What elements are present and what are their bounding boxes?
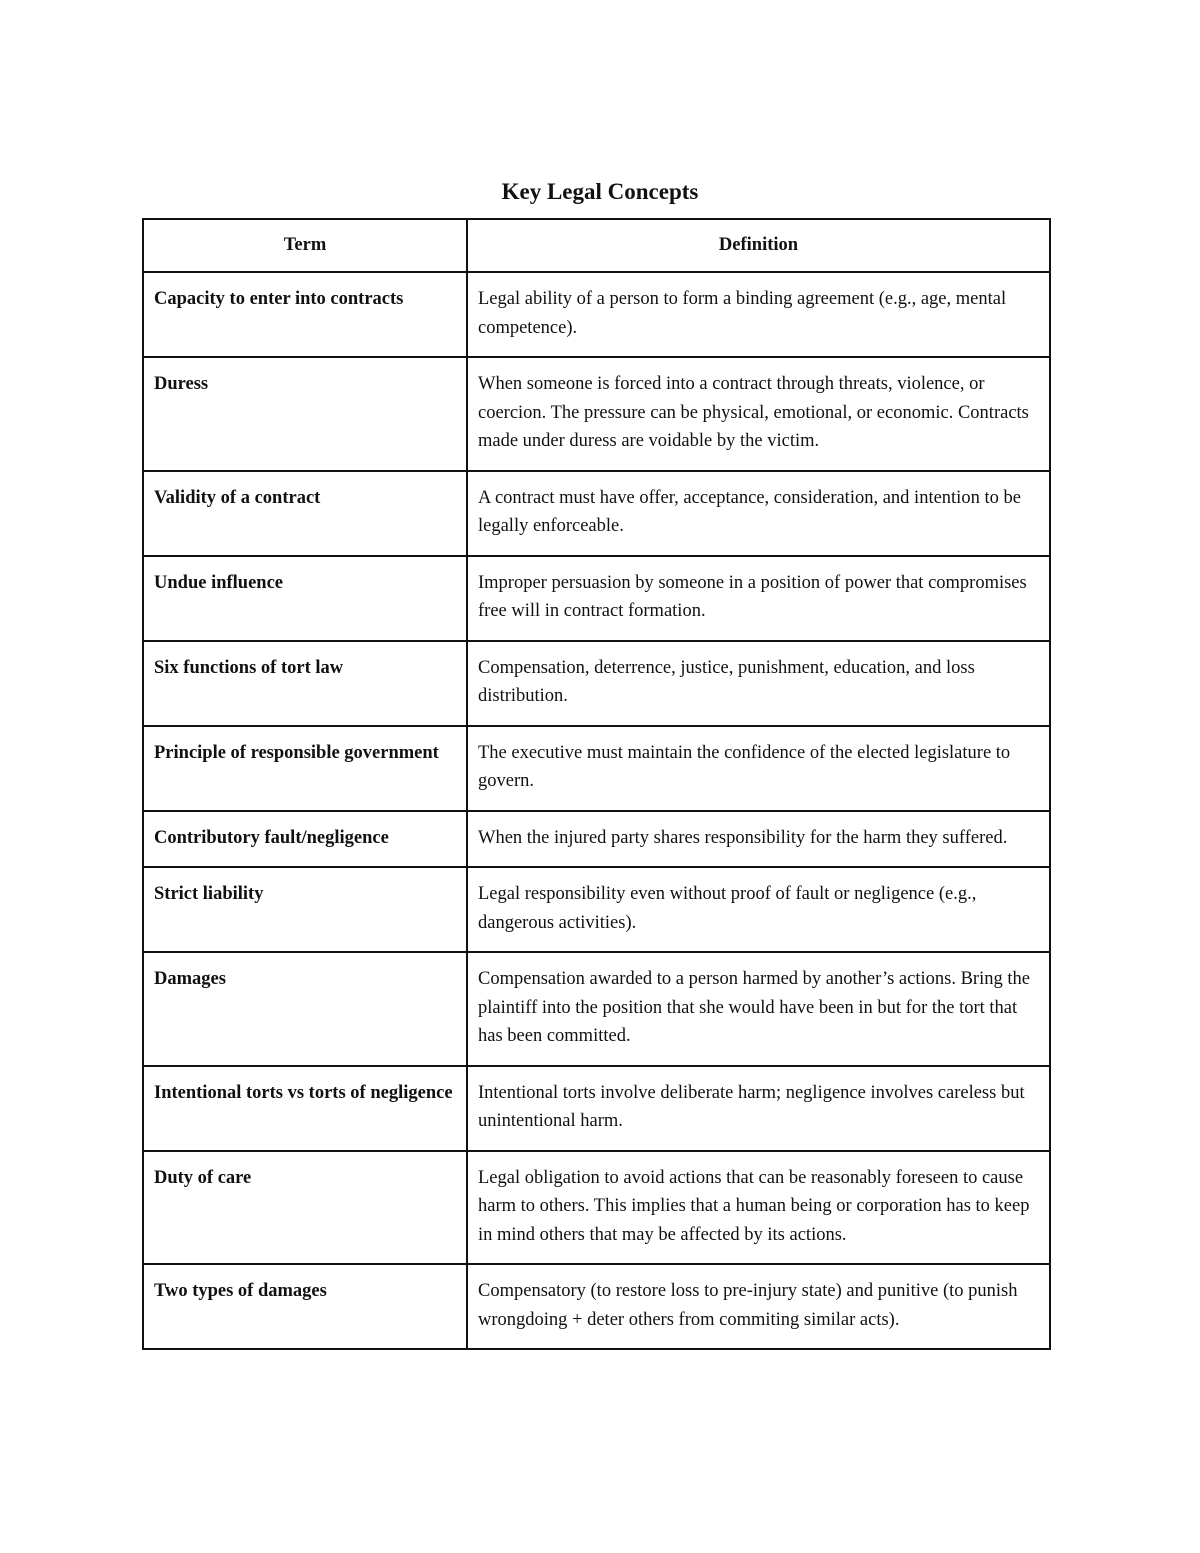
term-cell: Six functions of tort law — [143, 641, 467, 726]
table-row — [143, 726, 1050, 811]
term-cell: Two types of damages — [143, 1264, 467, 1349]
table-header-row — [143, 219, 1050, 272]
concepts-table — [142, 218, 1051, 1350]
term-cell: Capacity to enter into contracts — [143, 272, 467, 357]
definition-cell: Compensatory (to restore loss to pre-injury state) and punitive (to punish wrongdoing + deter others from commiting similar acts). — [467, 1264, 1050, 1349]
table-row — [143, 641, 1050, 726]
table-row — [143, 357, 1050, 471]
page-title: Key Legal Concepts — [501, 179, 699, 204]
definition-cell: Legal responsibility even without proof of fault or negligence (e.g., dangerous activities). — [467, 867, 1050, 952]
definition-cell: Improper persuasion by someone in a position of power that compromises free will in contract formation. — [467, 556, 1050, 641]
term-cell: Duty of care — [143, 1151, 467, 1265]
definition-cell: Compensation awarded to a person harmed by another’s actions. Bring the plaintiff into the position that she would have been in but for the tort that has been committed. — [467, 952, 1050, 1066]
definition-cell: The executive must maintain the confidence of the elected legislature to govern. — [467, 726, 1050, 811]
table-body — [143, 272, 1050, 1349]
definition-cell: Intentional torts involve deliberate harm; negligence involves careless but unintentional harm. — [467, 1066, 1050, 1151]
term-cell: Validity of a contract — [143, 471, 467, 556]
definition-cell: A contract must have offer, acceptance, consideration, and intention to be legally enforceable. — [467, 471, 1050, 556]
table-row — [143, 811, 1050, 868]
term-cell: Undue influence — [143, 556, 467, 641]
table-row — [143, 1066, 1050, 1151]
term-cell: Contributory fault/negligence — [143, 811, 467, 868]
column-header-definition: Definition — [467, 219, 1050, 272]
definition-cell: Legal ability of a person to form a binding agreement (e.g., age, mental competence). — [467, 272, 1050, 357]
term-cell: Principle of responsible government — [143, 726, 467, 811]
definition-cell: Compensation, deterrence, justice, punishment, education, and loss distribution. — [467, 641, 1050, 726]
table-row — [143, 556, 1050, 641]
definition-cell: When someone is forced into a contract through threats, violence, or coercion. The pressure can be physical, emotional, or economic. Contracts made under duress are voidable by the victim. — [467, 357, 1050, 471]
term-cell: Duress — [143, 357, 467, 471]
term-cell: Intentional torts vs torts of negligence — [143, 1066, 467, 1151]
table-row — [143, 471, 1050, 556]
table-row — [143, 867, 1050, 952]
term-cell: Damages — [143, 952, 467, 1066]
definition-cell: When the injured party shares responsibility for the harm they suffered. — [467, 811, 1050, 868]
term-cell: Strict liability — [143, 867, 467, 952]
table-row — [143, 952, 1050, 1066]
definition-cell: Legal obligation to avoid actions that can be reasonably foreseen to cause harm to others. This implies that a human being or corporation has to keep in mind others that may be affected by its actions. — [467, 1151, 1050, 1265]
table-row — [143, 1151, 1050, 1265]
table-row — [143, 1264, 1050, 1349]
column-header-term: Term — [143, 219, 467, 272]
table-row — [143, 272, 1050, 357]
